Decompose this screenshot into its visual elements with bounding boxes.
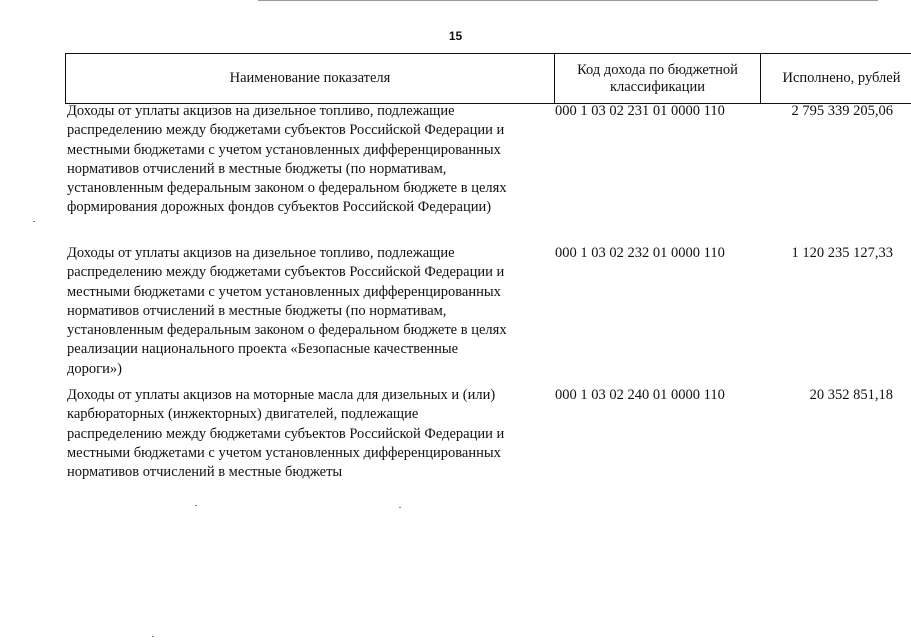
table-header <box>65 53 911 104</box>
row-sum: 20 352 851,18 <box>809 387 893 403</box>
scan-speck <box>399 507 401 508</box>
scan-speck <box>195 505 197 506</box>
page-number: 15 <box>448 29 463 43</box>
top-rule <box>258 0 878 1</box>
row-name: Доходы от уплаты акцизов на дизельное топливо, подлежащие распределению между бюджетами субъектов Российской Федерации и местными бюджетами с учетом установленных дифференцированных нормативов отчислений в местные бюджеты (по нормативам, установленным федеральным законом о федеральном бюджете в целях формирования дорожных фондов субъектов Российской Федерации) <box>67 103 507 216</box>
header-name-column: Наименование показателя <box>66 54 555 104</box>
row-sum: 1 120 235 127,33 <box>791 245 893 261</box>
row-code: 000 1 03 02 240 01 0000 110 <box>555 387 725 403</box>
scan-speck <box>152 636 154 637</box>
header-sum-column: Исполнено, рублей <box>761 54 911 104</box>
scan-speck <box>33 221 35 222</box>
row-name: Доходы от уплаты акцизов на моторные масла для дизельных и (или) карбюраторных (инжекторных) двигателей, подлежащие распределению между бюджетами субъектов Российской Федерации и местными бюджетами с учетом установленных дифференцированных нормативов отчислений в местные бюджеты <box>67 387 505 481</box>
row-name: Доходы от уплаты акцизов на дизельное топливо, подлежащие распределению между бюджетами субъектов Российской Федерации и местными бюджетами с учетом установленных дифференцированных нормативов отчислений в местные бюджеты (по нормативам, установленным федеральным законом о федеральном бюджете в целях реализации национального проекта «Безопасные качественные дороги») <box>67 245 507 377</box>
header-code-column: Код дохода по бюджетной классификации <box>555 54 761 104</box>
row-code: 000 1 03 02 232 01 0000 110 <box>555 245 725 261</box>
row-code: 000 1 03 02 231 01 0000 110 <box>555 103 725 119</box>
row-sum: 2 795 339 205,06 <box>791 103 893 119</box>
